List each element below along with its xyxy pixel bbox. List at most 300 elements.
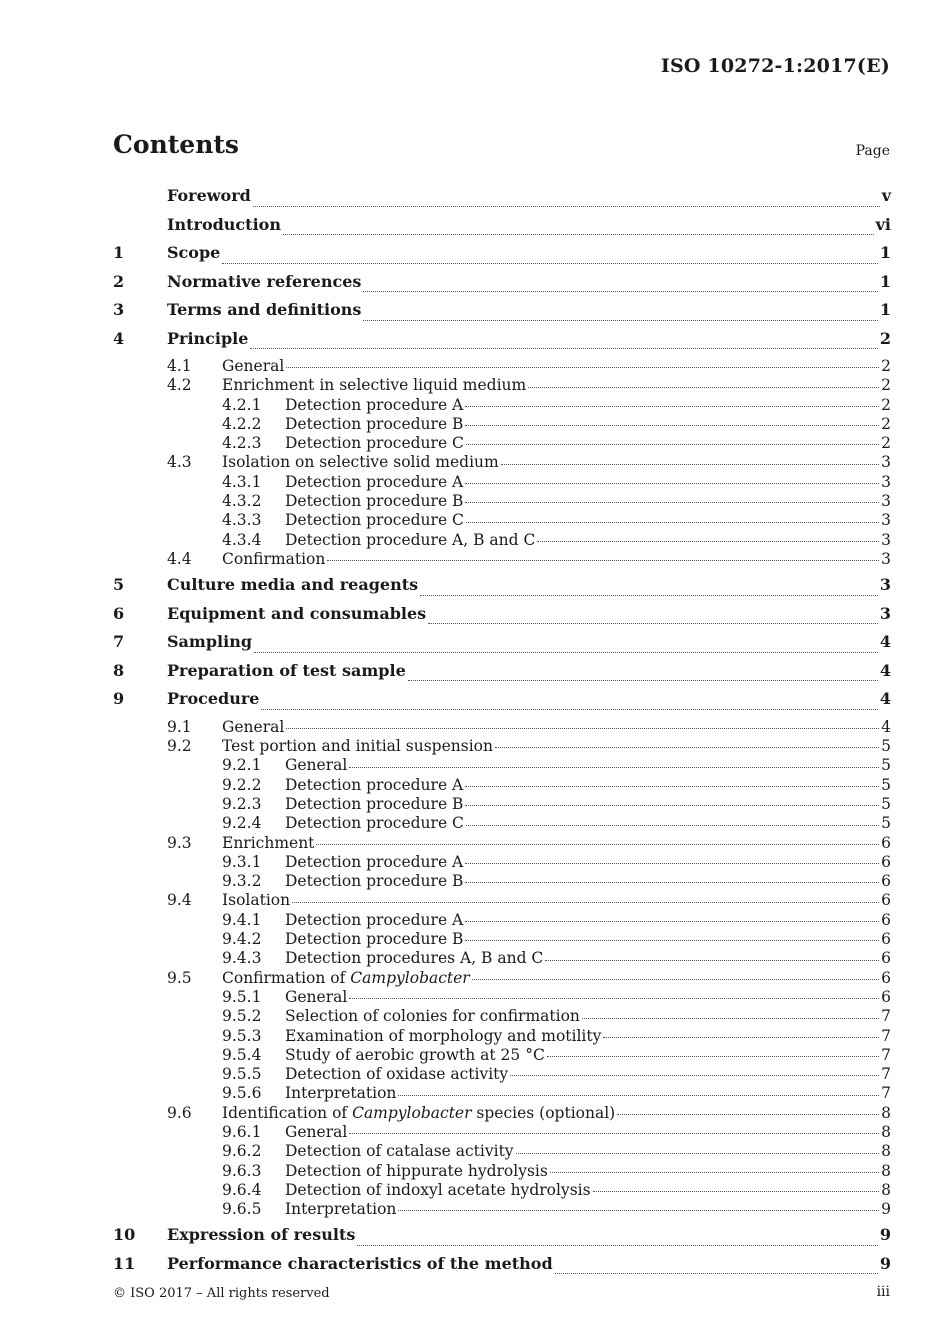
toc-entry-page: 5 [881, 775, 891, 794]
toc-entry-title [222, 1104, 615, 1122]
toc-entry-title-text: Detection procedure C [285, 434, 464, 453]
toc-entry-page: 9 [879, 1225, 891, 1245]
toc-entry-title [167, 632, 252, 651]
toc-entry-title [285, 795, 463, 813]
toc-entry-number: 9.6.4 [222, 1180, 262, 1199]
toc-entry-number: 7 [113, 632, 125, 652]
toc-entry[interactable] [113, 661, 891, 690]
toc-entry-title-text: Test portion and initial suspension [222, 737, 493, 756]
toc-entry[interactable] [113, 492, 891, 511]
toc-entry-title [285, 1084, 396, 1102]
toc-entry-title [167, 243, 220, 262]
toc-entry-title [285, 988, 347, 1006]
toc-entry-title [285, 756, 347, 774]
dot-leader [349, 767, 879, 768]
toc-entry-title [167, 689, 259, 708]
toc-entry-number: 6 [113, 603, 125, 623]
toc-entry[interactable] [113, 415, 891, 434]
toc-entry-title [222, 376, 526, 394]
toc-entry-number: 9.6 [167, 1103, 192, 1122]
toc-entry-title-text: Detection procedure B [285, 872, 464, 891]
dot-leader [516, 1153, 880, 1154]
toc-entry-number: 9.1 [167, 717, 192, 736]
toc-entry-title [285, 949, 543, 967]
dot-leader [465, 786, 879, 787]
toc-entry-number: 9.4.1 [222, 910, 262, 929]
toc-entry-title [285, 531, 535, 549]
toc-entry-title [285, 1065, 508, 1083]
toc-entry-page: 7 [881, 1084, 891, 1103]
toc-entry-number: 9.3.1 [222, 852, 262, 871]
toc-entry-title-text: Detection procedure A [285, 852, 464, 871]
dot-leader [292, 902, 879, 903]
dot-leader [465, 921, 879, 922]
dot-leader [555, 1273, 878, 1274]
dot-leader [286, 728, 879, 729]
toc-entry-title-text: Introduction [167, 214, 281, 234]
dot-leader [495, 747, 879, 748]
toc-entry-number: 4.1 [167, 357, 192, 375]
toc-entry[interactable] [113, 1027, 891, 1046]
dot-leader [603, 1037, 879, 1038]
toc-entry-number: 9.5.4 [222, 1045, 262, 1064]
toc-entry-page: 2 [879, 328, 891, 348]
toc-entry[interactable] [113, 1123, 891, 1142]
toc-entry-title [285, 1007, 580, 1025]
dot-leader [465, 805, 879, 806]
toc-entry-page: 5 [881, 814, 891, 833]
toc-entry-title-text: Isolation [222, 891, 291, 910]
toc-entry-number: 9.4.2 [222, 930, 262, 949]
toc-entry-page: 6 [881, 910, 891, 929]
toc-entry[interactable] [113, 718, 891, 737]
toc-entry-title-suffix: species (optional) [471, 1103, 616, 1122]
toc-entry-title-text: Detection of catalase activity [285, 1142, 514, 1161]
toc-entry-title-text: Equipment and consumables [167, 603, 427, 623]
toc-entry-page: 3 [881, 472, 891, 491]
toc-entry-title-italic: Campylobacter [352, 1103, 472, 1122]
toc-entry-title-text: Study of aerobic growth at 25 °C [285, 1045, 545, 1064]
toc-entry-page: 7 [881, 1045, 891, 1064]
toc-entry[interactable] [113, 795, 891, 814]
toc-entry-page: 3 [881, 549, 891, 568]
toc-entry-page: 4 [881, 717, 891, 736]
toc-entry-title [285, 396, 463, 414]
toc-entry[interactable] [113, 756, 891, 775]
toc-entry[interactable] [113, 357, 891, 376]
toc-entry-page: 2 [881, 434, 891, 453]
toc-entry-title [222, 969, 470, 987]
toc-entry[interactable] [113, 776, 891, 795]
toc-entry-number: 4.3.3 [222, 511, 262, 530]
toc-entry[interactable] [113, 434, 891, 453]
dot-leader [465, 425, 879, 426]
toc-entry[interactable] [113, 396, 891, 415]
table-of-contents [113, 186, 891, 1282]
dot-leader [286, 367, 879, 368]
toc-entry[interactable] [113, 1181, 891, 1200]
dot-leader [528, 387, 879, 388]
contents-heading: Contents [113, 130, 240, 159]
toc-entry-title [285, 1142, 514, 1160]
toc-entry-number: 4 [113, 328, 125, 348]
toc-entry-title-text: Identification of [222, 1103, 353, 1122]
dot-leader [327, 560, 879, 561]
toc-entry-title [285, 853, 463, 871]
toc-entry[interactable] [113, 737, 891, 756]
toc-entry-title [167, 329, 248, 348]
toc-entry-number: 9.5 [167, 968, 192, 987]
dot-leader [501, 464, 879, 465]
dot-leader [349, 1133, 879, 1134]
toc-entry[interactable] [113, 1104, 891, 1123]
toc-entry[interactable] [113, 300, 891, 329]
toc-entry-page: vi [875, 214, 891, 234]
dot-leader [398, 1095, 879, 1096]
toc-entry[interactable] [113, 1007, 891, 1026]
toc-entry-title-text: Scope [167, 243, 221, 262]
toc-entry-page: v [881, 186, 891, 205]
dot-leader [408, 680, 878, 681]
toc-entry-title-text: Confirmation [222, 549, 326, 568]
toc-entry-page: 8 [881, 1161, 891, 1180]
toc-entry-number: 4.2.2 [222, 414, 262, 433]
toc-entry[interactable] [113, 1254, 891, 1283]
toc-entry-title-text: Enrichment [222, 833, 315, 852]
toc-entry-page: 8 [881, 1103, 891, 1122]
toc-entry[interactable] [113, 872, 891, 891]
dot-leader [472, 979, 879, 980]
toc-entry[interactable] [113, 1200, 891, 1219]
toc-entry-title [167, 661, 406, 680]
page-number: iii [876, 1284, 890, 1300]
toc-entry[interactable] [113, 911, 891, 930]
toc-entry-number: 9.4.3 [222, 949, 262, 968]
toc-entry-title-text: Sampling [167, 632, 253, 652]
copyright-footer: © ISO 2017 – All rights reserved [113, 1286, 330, 1301]
toc-entry-number: 3 [113, 300, 125, 319]
toc-entry-page: 6 [881, 968, 891, 987]
toc-entry-number: 4.3 [167, 453, 192, 472]
toc-entry-title-text: Detection procedure C [285, 511, 464, 530]
toc-entry-title [167, 1225, 355, 1244]
toc-entry-number: 1 [113, 243, 125, 262]
toc-entry-title-text: Detection procedure B [285, 930, 464, 949]
dot-leader [261, 709, 877, 710]
toc-entry-title [222, 834, 314, 852]
toc-entry-title [167, 272, 361, 291]
toc-entry[interactable] [113, 1142, 891, 1161]
toc-entry-number: 9.3.2 [222, 872, 262, 891]
toc-entry-page: 8 [881, 1180, 891, 1199]
toc-entry[interactable] [113, 376, 891, 395]
dot-leader [222, 263, 878, 264]
dot-leader [545, 960, 879, 961]
toc-entry[interactable] [113, 930, 891, 949]
toc-entry[interactable] [113, 272, 891, 301]
toc-entry-page: 6 [881, 930, 891, 949]
dot-leader [465, 406, 879, 407]
toc-entry[interactable] [113, 949, 891, 968]
toc-entry-page: 6 [881, 949, 891, 968]
toc-entry-page: 7 [881, 1065, 891, 1084]
toc-entry-page: 2 [881, 414, 891, 433]
toc-entry-page: 4 [879, 689, 891, 709]
toc-entry-number: 9.6.2 [222, 1142, 262, 1161]
toc-entry[interactable] [113, 186, 891, 215]
toc-entry[interactable] [113, 1162, 891, 1181]
toc-entry-title [167, 186, 251, 205]
toc-entry-number: 4.3.4 [222, 530, 262, 549]
toc-entry[interactable] [113, 891, 891, 910]
toc-entry-title-text: Detection of indoxyl acetate hydrolysis [285, 1180, 591, 1199]
toc-entry[interactable] [113, 689, 891, 718]
toc-entry-page: 3 [879, 603, 891, 623]
toc-entry-number: 4.3.1 [222, 472, 262, 491]
toc-entry-title-text: Culture media and reagents [167, 575, 419, 595]
toc-entry-number: 5 [113, 575, 125, 595]
toc-entry[interactable] [113, 969, 891, 988]
toc-entry-page: 3 [881, 511, 891, 530]
toc-entry-title [285, 814, 464, 832]
toc-entry-title [285, 434, 464, 452]
toc-entry-title [222, 891, 290, 909]
toc-entry-number: 4.2 [167, 376, 192, 395]
toc-entry-title [222, 357, 284, 375]
toc-entry-number: 4.3.2 [222, 492, 262, 511]
toc-entry-title [167, 215, 281, 234]
dot-leader [617, 1114, 879, 1115]
dot-leader [465, 882, 879, 883]
toc-entry[interactable] [113, 834, 891, 853]
toc-entry-title-text: Detection procedure C [285, 814, 464, 833]
toc-entry-title-text: Enrichment in selective liquid medium [222, 376, 527, 395]
toc-entry[interactable] [113, 853, 891, 872]
toc-entry[interactable] [113, 215, 891, 244]
dot-leader [420, 595, 878, 596]
dot-leader [537, 541, 879, 542]
dot-leader [466, 522, 879, 523]
toc-entry-number: 9.5.3 [222, 1026, 262, 1045]
toc-entry[interactable] [113, 1046, 891, 1065]
toc-entry[interactable] [113, 531, 891, 550]
toc-entry[interactable] [113, 1225, 891, 1254]
toc-entry-title [285, 1027, 601, 1045]
toc-entry-page: 1 [879, 271, 891, 291]
toc-entry-number: 4.2.1 [222, 395, 262, 414]
toc-entry-title-text: Detection procedure A, B and C [285, 530, 536, 549]
toc-entry-title [285, 872, 463, 890]
dot-leader [363, 320, 877, 321]
toc-entry[interactable] [113, 473, 891, 492]
dot-leader [250, 348, 877, 349]
toc-entry-title-text: General [285, 756, 348, 775]
document-standard-number: ISO 10272-1:2017(E) [660, 55, 890, 77]
toc-entry-title-text: Detection procedure B [285, 492, 464, 511]
toc-entry-title-text: Expression of results [167, 1225, 356, 1245]
toc-entry[interactable] [113, 604, 891, 633]
toc-entry-number: 9 [113, 689, 125, 709]
toc-entry-title [285, 1046, 545, 1064]
dot-leader [550, 1172, 879, 1173]
toc-entry-title [222, 718, 284, 736]
dot-leader [465, 483, 879, 484]
dot-leader [349, 998, 879, 999]
toc-entry-number: 9.5.6 [222, 1084, 262, 1103]
toc-entry-title-text: General [285, 1123, 348, 1141]
toc-entry-page: 4 [879, 660, 891, 680]
toc-entry-title-text: Preparation of test sample [167, 660, 406, 680]
dot-leader [465, 502, 879, 503]
dot-leader [253, 206, 880, 207]
dot-leader [363, 291, 877, 292]
toc-entry-title [285, 930, 463, 948]
toc-entry-page: 5 [881, 756, 891, 775]
toc-entry-number: 9.2.2 [222, 775, 262, 794]
toc-entry-number: 9.4 [167, 891, 192, 910]
toc-entry-number: 9.5.1 [222, 987, 262, 1006]
toc-entry-title-text: Isolation on selective solid medium [222, 453, 499, 472]
toc-entry-title-text: Principle [167, 328, 249, 348]
toc-entry-page: 6 [881, 833, 891, 852]
toc-entry-title-italic: Campylobacter [350, 968, 470, 987]
toc-entry-page: 5 [881, 794, 891, 813]
toc-entry-title-text: Detection procedure A [285, 775, 464, 794]
toc-entry-title-text: Detection procedures A, B and C [285, 949, 544, 968]
dot-leader [510, 1075, 879, 1076]
dot-leader [398, 1210, 879, 1211]
toc-entry-number: 9.2.1 [222, 756, 262, 775]
toc-entry-page: 8 [881, 1142, 891, 1161]
toc-entry-title [285, 1162, 548, 1180]
toc-entry-title-text: Procedure [167, 689, 260, 709]
dot-leader [283, 234, 874, 235]
toc-entry[interactable] [113, 632, 891, 661]
toc-entry-title [285, 511, 464, 529]
toc-entry-page: 3 [881, 492, 891, 511]
toc-entry[interactable] [113, 453, 891, 472]
toc-entry-page: 1 [879, 243, 891, 262]
toc-entry[interactable] [113, 550, 891, 569]
toc-entry-title [285, 1200, 396, 1218]
dot-leader [466, 825, 879, 826]
toc-entry-number: 9.5.5 [222, 1065, 262, 1084]
toc-entry-number: 9.6.3 [222, 1161, 262, 1180]
toc-entry-title [222, 550, 325, 568]
toc-entry-number: 9.3 [167, 833, 192, 852]
toc-entry-number: 9.2.4 [222, 814, 262, 833]
page-column-label: Page [855, 143, 890, 159]
toc-entry[interactable] [113, 243, 891, 272]
toc-entry[interactable] [113, 814, 891, 833]
toc-entry-title-text: General [285, 987, 348, 1006]
toc-entry-title-text: Performance characteristics of the method [167, 1253, 553, 1273]
toc-entry-page: 6 [881, 852, 891, 871]
toc-entry-number: 8 [113, 660, 125, 680]
toc-entry-page: 3 [881, 453, 891, 472]
toc-entry[interactable] [113, 1084, 891, 1103]
dot-leader [254, 652, 878, 653]
toc-entry-page: 4 [879, 632, 891, 652]
toc-entry-title [285, 1123, 347, 1141]
toc-entry[interactable] [113, 988, 891, 1007]
toc-entry-title-text: General [222, 357, 285, 375]
toc-entry[interactable] [113, 329, 891, 358]
toc-entry-title [222, 453, 499, 471]
dot-leader [466, 444, 879, 445]
toc-entry-page: 6 [881, 987, 891, 1006]
toc-entry-page: 6 [881, 891, 891, 910]
toc-entry-page: 3 [879, 575, 891, 595]
toc-entry-page: 2 [881, 376, 891, 395]
toc-entry-number: 2 [113, 271, 125, 291]
toc-entry-number: 9.5.2 [222, 1007, 262, 1026]
toc-entry-title-text: Confirmation of [222, 968, 351, 987]
toc-entry-title [285, 473, 463, 491]
toc-entry-page: 7 [881, 1007, 891, 1026]
toc-entry-number: 9.2.3 [222, 794, 262, 813]
toc-entry-number: 9.6.1 [222, 1123, 262, 1141]
toc-entry-number: 11 [113, 1253, 136, 1273]
dot-leader [465, 940, 879, 941]
toc-entry-title-text: Selection of colonies for confirmation [285, 1007, 580, 1026]
toc-entry[interactable] [113, 575, 891, 604]
toc-entry-title [167, 604, 426, 623]
dot-leader [582, 1018, 879, 1019]
toc-entry-number: 4.4 [167, 549, 192, 568]
toc-entry-title [285, 1181, 591, 1199]
toc-entry[interactable] [113, 511, 891, 530]
dot-leader [357, 1245, 878, 1246]
toc-entry-title [167, 575, 418, 594]
dot-leader [547, 1056, 879, 1057]
toc-entry-title [167, 300, 361, 319]
toc-entry-page: 9 [881, 1200, 891, 1219]
toc-entry-page: 8 [881, 1123, 891, 1141]
toc-entry-number: 4.2.3 [222, 434, 262, 453]
toc-entry-page: 2 [881, 357, 891, 375]
toc-entry-number: 10 [113, 1225, 136, 1245]
toc-entry-title-text: Terms and definitions [167, 300, 362, 319]
toc-entry-page: 5 [881, 737, 891, 756]
toc-entry-title [285, 415, 463, 433]
toc-entry-title-text: Detection procedure A [285, 472, 464, 491]
toc-entry-title-text: Interpretation [285, 1084, 397, 1103]
toc-entry-title [222, 737, 493, 755]
toc-entry-page: 2 [881, 395, 891, 414]
toc-entry-title-text: Detection of oxidase activity [285, 1065, 509, 1084]
toc-entry-title-text: Examination of morphology and motility [285, 1026, 602, 1045]
toc-entry-title-text: Foreword [167, 186, 251, 205]
toc-entry-title-text: Interpretation [285, 1200, 397, 1219]
toc-entry-title-text: Detection of hippurate hydrolysis [285, 1161, 548, 1180]
toc-entry-page: 9 [879, 1253, 891, 1273]
toc-entry-title-text: Detection procedure B [285, 794, 464, 813]
toc-entry[interactable] [113, 1065, 891, 1084]
toc-entry-title [285, 776, 463, 794]
toc-entry-page: 1 [879, 300, 891, 319]
toc-entry-title-text: Detection procedure A [285, 910, 464, 929]
toc-entry-title-text: Detection procedure B [285, 414, 464, 433]
toc-entry-title [285, 492, 463, 510]
toc-entry-page: 7 [881, 1026, 891, 1045]
toc-entry-title-text: Normative references [167, 271, 362, 291]
toc-entry-title [285, 911, 463, 929]
toc-entry-title-text: General [222, 717, 285, 736]
dot-leader [593, 1191, 880, 1192]
dot-leader [465, 863, 879, 864]
dot-leader [316, 844, 879, 845]
